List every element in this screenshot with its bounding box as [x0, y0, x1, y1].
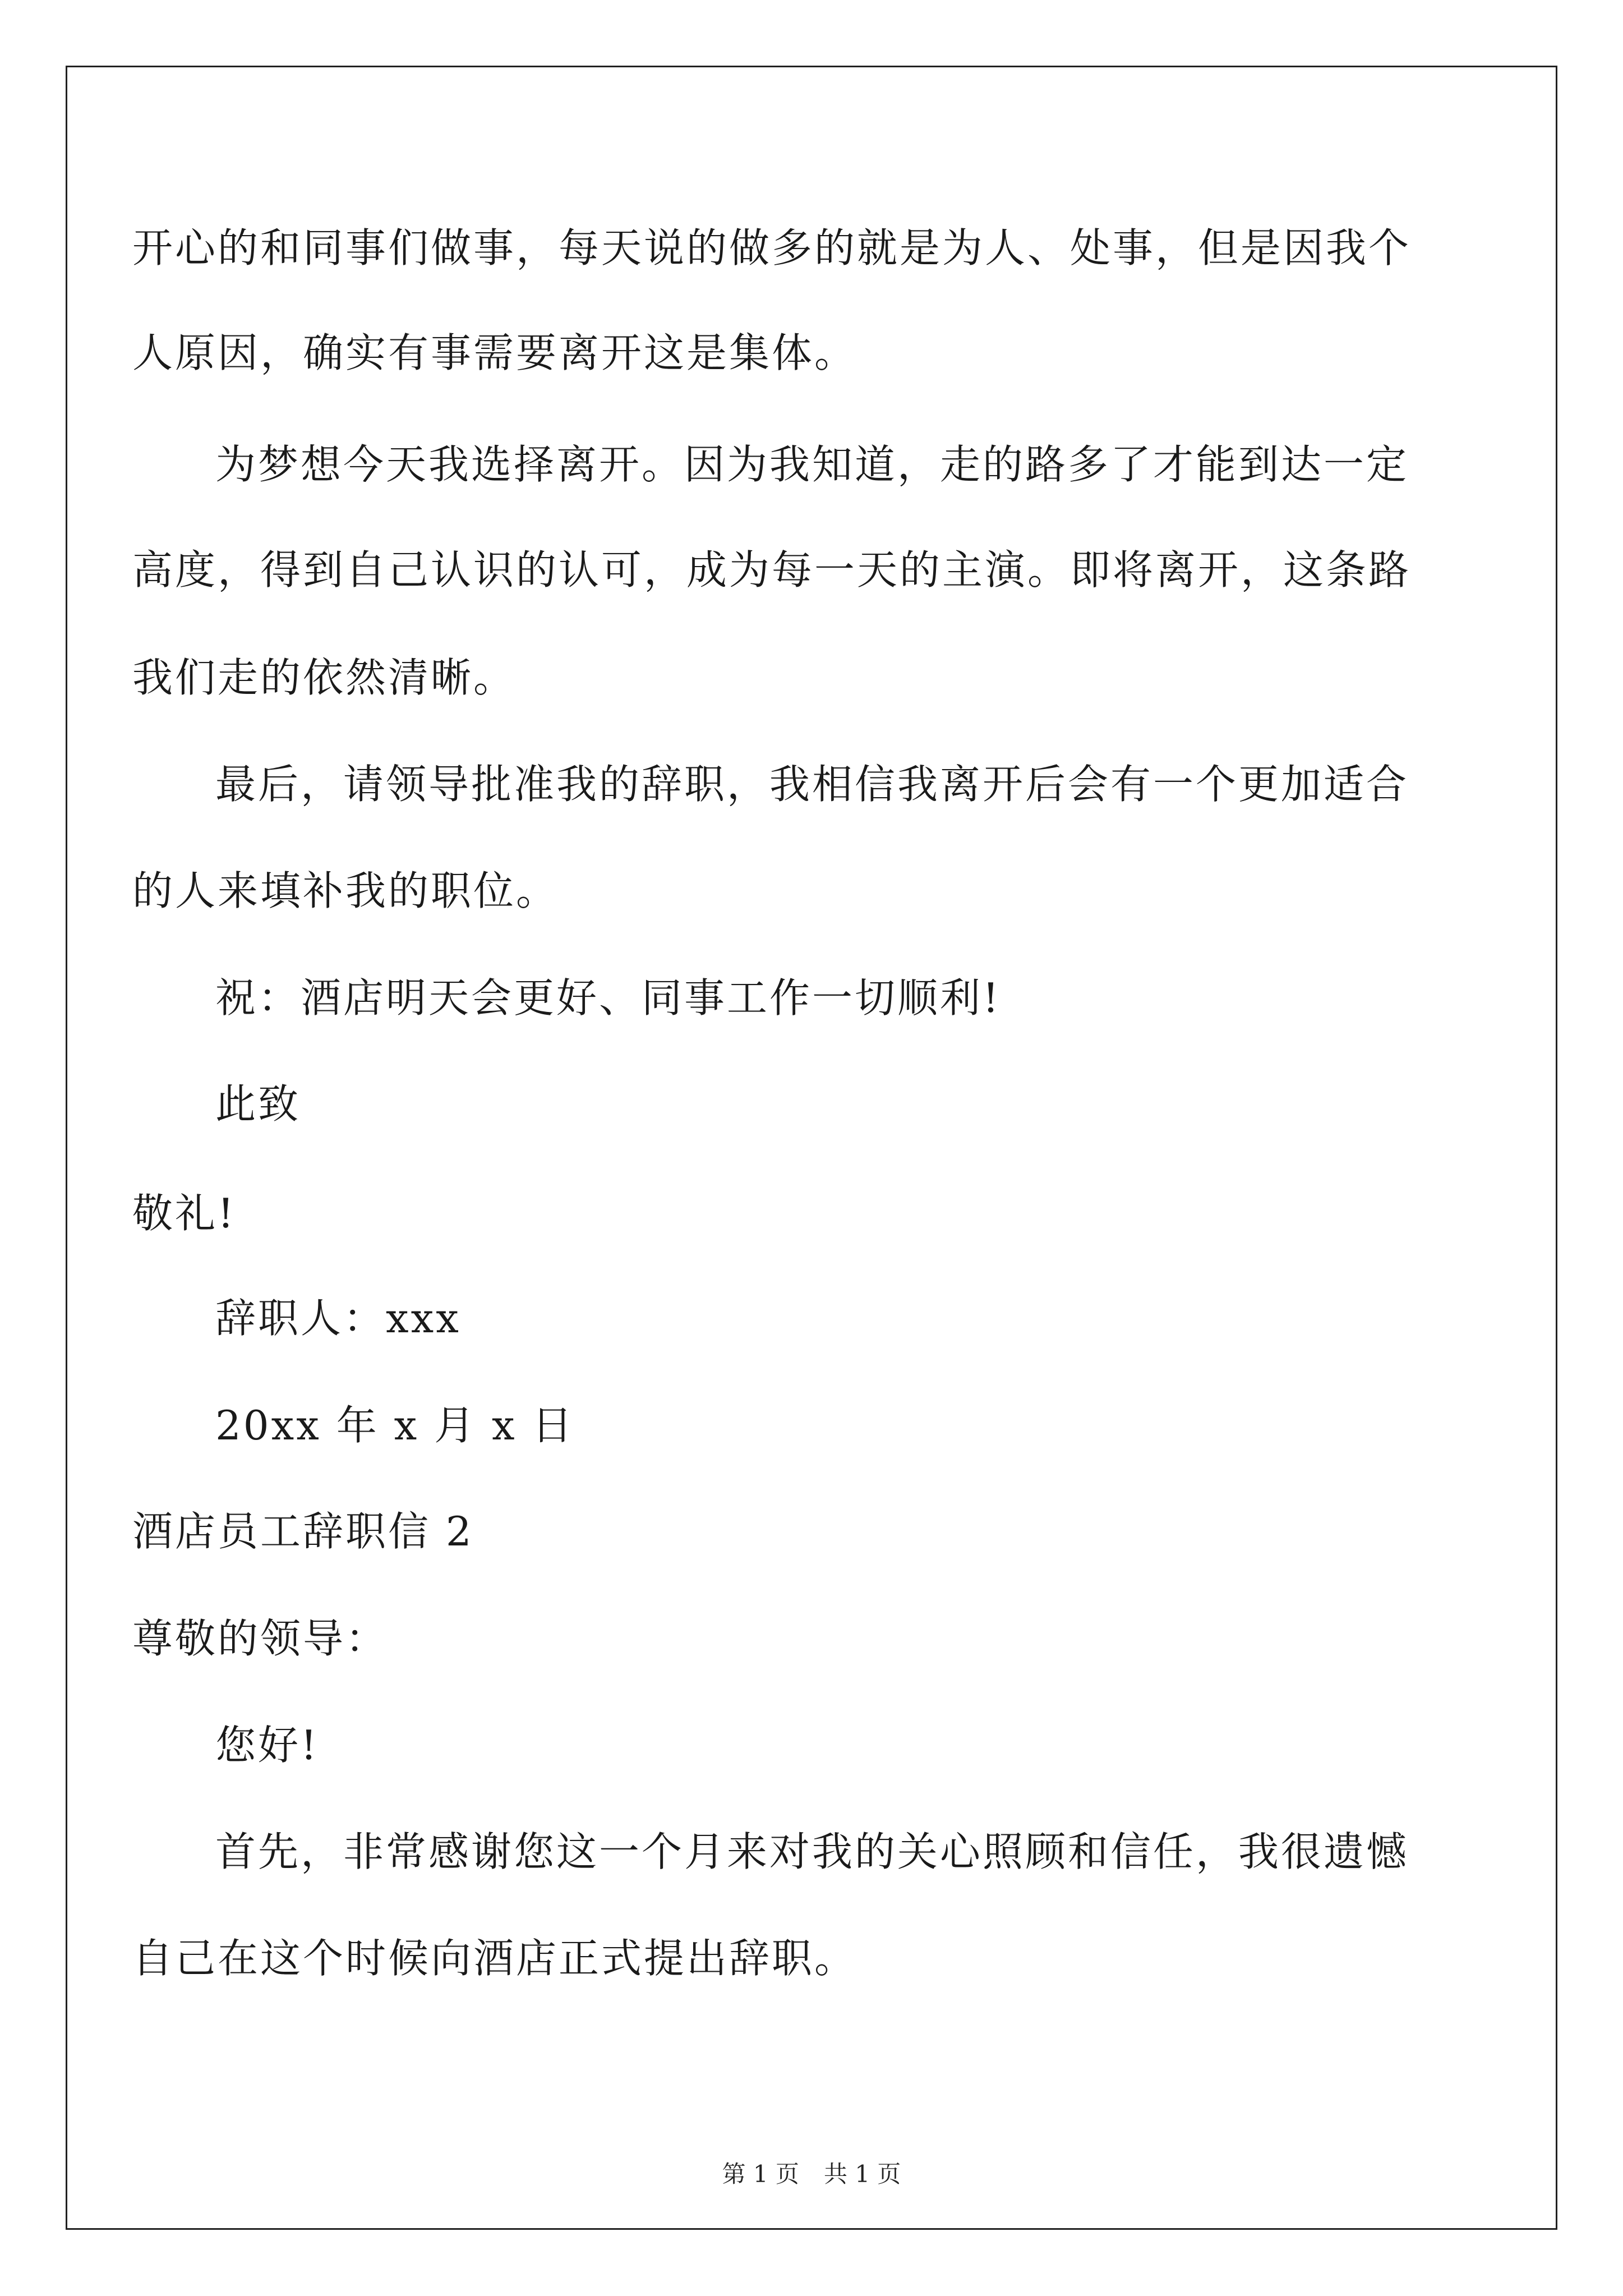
paragraph-line: 我们走的依然清晰。: [132, 654, 517, 701]
paragraph-line: 最后，请领导批准我的辞职，我相信我离开后会有一个更加适合: [215, 761, 1409, 808]
closing-respect: 敬礼!: [132, 1190, 236, 1237]
paragraph-line: 首先，非常感谢您这一个月来对我的关心照顾和信任，我很遗憾: [215, 1828, 1409, 1875]
letter-hello: 您好!: [215, 1722, 319, 1769]
paragraph-line: 高度，得到自己认识的认可，成为每一天的主演。即将离开，这条路: [132, 546, 1412, 593]
paragraph-line: 的人来填补我的职位。: [132, 867, 559, 914]
page-border: [66, 66, 1557, 2230]
paragraph-line: 人原因，确实有事需要离开这是集体。: [132, 329, 857, 376]
closing-wish: 祝：酒店明天会更好、同事工作一切顺利!: [215, 974, 1001, 1022]
page-number-current: 第 1 页: [722, 2160, 799, 2188]
paragraph-line: 自己在这个时候向酒店正式提出辞职。: [132, 1935, 857, 1982]
closing-salutation: 此致: [215, 1080, 301, 1128]
page-footer: [0, 2159, 1623, 2190]
paragraph-line: 开心的和同事们做事，每天说的做多的就是为人、处事，但是因我个: [132, 224, 1412, 272]
paragraph-line: 为梦想今天我选择离开。因为我知道，走的路多了才能到达一定: [215, 441, 1409, 488]
letter-greeting: 尊敬的领导：: [132, 1615, 389, 1662]
section-title: 酒店员工辞职信 2: [132, 1508, 474, 1555]
signature-name: 辞职人：xxx: [215, 1295, 461, 1342]
page-number-total: 共 1 页: [824, 2160, 901, 2188]
signature-date: 20xx 年 x 月 x 日: [215, 1402, 575, 1449]
